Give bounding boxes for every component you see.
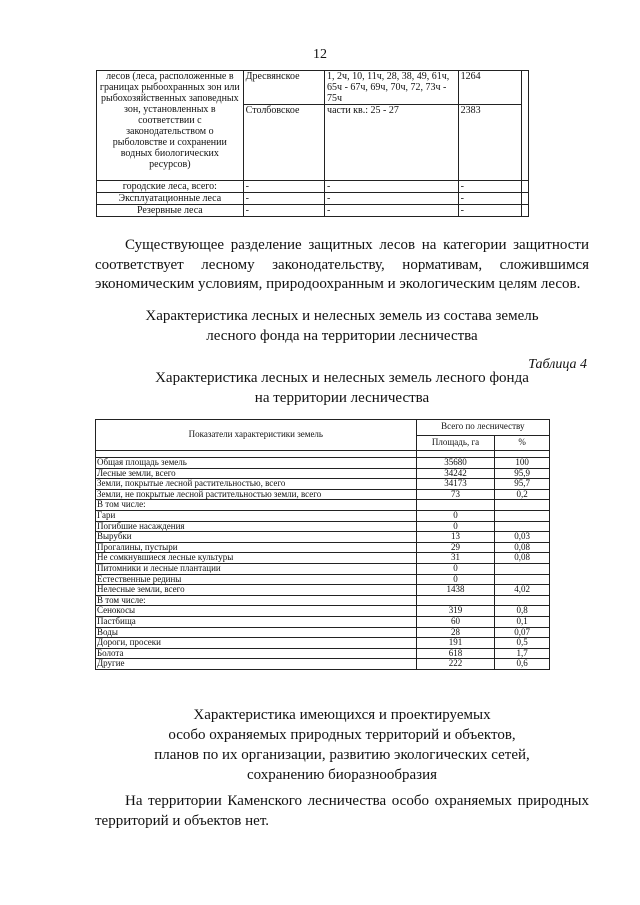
empty-cell [521,71,528,181]
area-cell: 0 [416,510,495,521]
table-row [96,500,550,511]
district-cell: - [243,181,324,193]
row-label-cell: Земли, не покрытые лесной растительностью земли, всего [96,489,417,500]
table-row [96,532,550,543]
area-cell: 29 [416,542,495,553]
blocks-cell: - [325,205,459,217]
table-title [95,368,589,408]
area-cell: 2383 [458,105,521,181]
section-heading-land-characteristics [95,306,589,346]
row-label-cell: Другие [96,659,417,670]
area-cell: 618 [416,648,495,659]
row-label-cell: Вырубки [96,532,417,543]
area-cell [416,595,495,606]
area-cell: 60 [416,616,495,627]
row-label-cell: В том числе: [96,500,417,511]
area-cell: - [458,193,521,205]
area-cell: 319 [416,606,495,617]
category-cell: Эксплуатационные леса [97,193,244,205]
percent-cell: 0,08 [495,542,550,553]
row-label-cell: Погибшие насаждения [96,521,417,532]
indicator-header: Показатели характеристики земель [96,420,417,451]
table-row [96,616,550,627]
district-cell: - [243,205,324,217]
percent-cell: 0,6 [495,659,550,670]
table-row [96,553,550,564]
blocks-cell: 1, 2ч, 10, 11ч, 28, 38, 49, 61ч, 65ч - 67ч, 69ч, 70ч, 72, 73ч - 75ч [325,71,459,105]
blocks-cell: части кв.: 25 - 27 [325,105,459,181]
district-cell: Столбовское [243,105,324,181]
paragraph-protective-categories [95,236,589,295]
row-label-cell: Гари [96,510,417,521]
table-row [96,510,550,521]
area-cell: 13 [416,532,495,543]
table-row [96,638,550,649]
total-header: Всего по лесничеству [416,420,549,436]
table-row [96,595,550,606]
blocks-cell: - [325,193,459,205]
row-label-cell: Лесные земли, всего [96,468,417,479]
percent-cell: 0,1 [495,616,550,627]
table-title-line: Характеристика лесных и нелесных земель лесного фонда [155,370,529,386]
percent-cell: 1,7 [495,648,550,659]
percent-cell: 95,7 [495,479,550,490]
section-heading-protected-areas [95,705,589,785]
area-cell: 31 [416,553,495,564]
table-row [97,71,529,105]
row-label-cell: Сенокосы [96,606,417,617]
heading-line: сохранению биоразнообразия [246,767,438,783]
paragraph-text: На территории Каменского лесничества особо охраняемых природных территорий и объектов нет. [95,793,589,829]
area-header: Площадь, га [416,435,495,451]
table-header-row [96,420,550,436]
empty-cell [521,181,528,193]
heading-line: Характеристика имеющихся и проектируемых [193,707,491,723]
percent-cell [495,500,550,511]
row-label-cell: Питомники и лесные плантации [96,563,417,574]
percent-cell [495,521,550,532]
area-cell: 1438 [416,585,495,596]
area-cell: - [458,181,521,193]
table-row [96,479,550,490]
table-number: Таблица 4 [528,357,587,372]
row-label-cell: Воды [96,627,417,638]
area-cell: 34242 [416,468,495,479]
percent-cell [495,563,550,574]
percent-cell: 0,03 [495,532,550,543]
table-row [96,627,550,638]
table-row [96,585,550,596]
table-row [96,606,550,617]
table-row [97,205,529,217]
area-cell: 34173 [416,479,495,490]
empty-cell [521,205,528,217]
row-label-cell: Общая площадь земель [96,458,417,469]
table-title-line: на территории лесничества [254,390,430,406]
row-label-cell: Естественные редины [96,574,417,585]
row-label-cell: Прогалины, пустыри [96,542,417,553]
percent-header: % [495,435,550,451]
area-cell: 28 [416,627,495,638]
table-row [96,563,550,574]
area-cell: - [458,205,521,217]
protective-forests-table [96,70,529,217]
district-cell: Дресвянское [243,71,324,105]
table-row [96,574,550,585]
heading-line: особо охраняемых природных территорий и объектов, [168,727,516,743]
table-row [97,181,529,193]
percent-cell [495,595,550,606]
percent-cell: 0,8 [495,606,550,617]
row-label-cell: Пастбища [96,616,417,627]
area-cell: 191 [416,638,495,649]
table-row [96,659,550,670]
heading-line: лесного фонда на территории лесничества [206,328,478,344]
category-cell: городские леса, всего: [97,181,244,193]
table-row [96,521,550,532]
category-cell: лесов (леса, расположенные в границах рыбоохранных зон или рыбохозяйственных заповедных зон, установленных в соответствии с законодательством о рыболовстве и сохранении водных биологических ресурсов) [97,71,244,181]
category-cell: Резервные леса [97,205,244,217]
area-cell [416,500,495,511]
row-label-cell: Нелесные земли, всего [96,585,417,596]
area-cell: 73 [416,489,495,500]
heading-line: планов по их организации, развитию экологических сетей, [154,747,530,763]
table-row [96,648,550,659]
table-row [96,458,550,469]
area-cell: 222 [416,659,495,670]
percent-cell: 0,07 [495,627,550,638]
blocks-cell: - [325,181,459,193]
row-label-cell: В том числе: [96,595,417,606]
area-cell: 1264 [458,71,521,105]
area-cell: 0 [416,521,495,532]
land-characteristics-table [95,419,550,670]
percent-cell: 95,9 [495,468,550,479]
percent-cell [495,510,550,521]
table-row [96,542,550,553]
percent-cell: 100 [495,458,550,469]
row-label-cell: Болота [96,648,417,659]
table-row [97,193,529,205]
paragraph-protected-areas [95,791,589,831]
percent-cell [495,574,550,585]
page-number: 12 [313,47,327,62]
heading-line: Характеристика лесных и нелесных земель из состава земель [145,308,539,324]
percent-cell: 0,5 [495,638,550,649]
percent-cell: 0,2 [495,489,550,500]
percent-cell: 4,02 [495,585,550,596]
row-label-cell: Земли, покрытые лесной растительностью, всего [96,479,417,490]
area-cell: 35680 [416,458,495,469]
table-row [96,489,550,500]
row-label-cell: Дороги, просеки [96,638,417,649]
area-cell: 0 [416,574,495,585]
paragraph-text: Существующее разделение защитных лесов на категории защитности соответствует лесному законодательству, нормативам, сложившимся экономическим условиям, природоохранным и экологическим целям лесов. [95,237,589,292]
table-row [96,468,550,479]
area-cell: 0 [416,563,495,574]
row-label-cell: Не сомкнувшиеся лесные культуры [96,553,417,564]
empty-cell [521,193,528,205]
district-cell: - [243,193,324,205]
percent-cell: 0,08 [495,553,550,564]
